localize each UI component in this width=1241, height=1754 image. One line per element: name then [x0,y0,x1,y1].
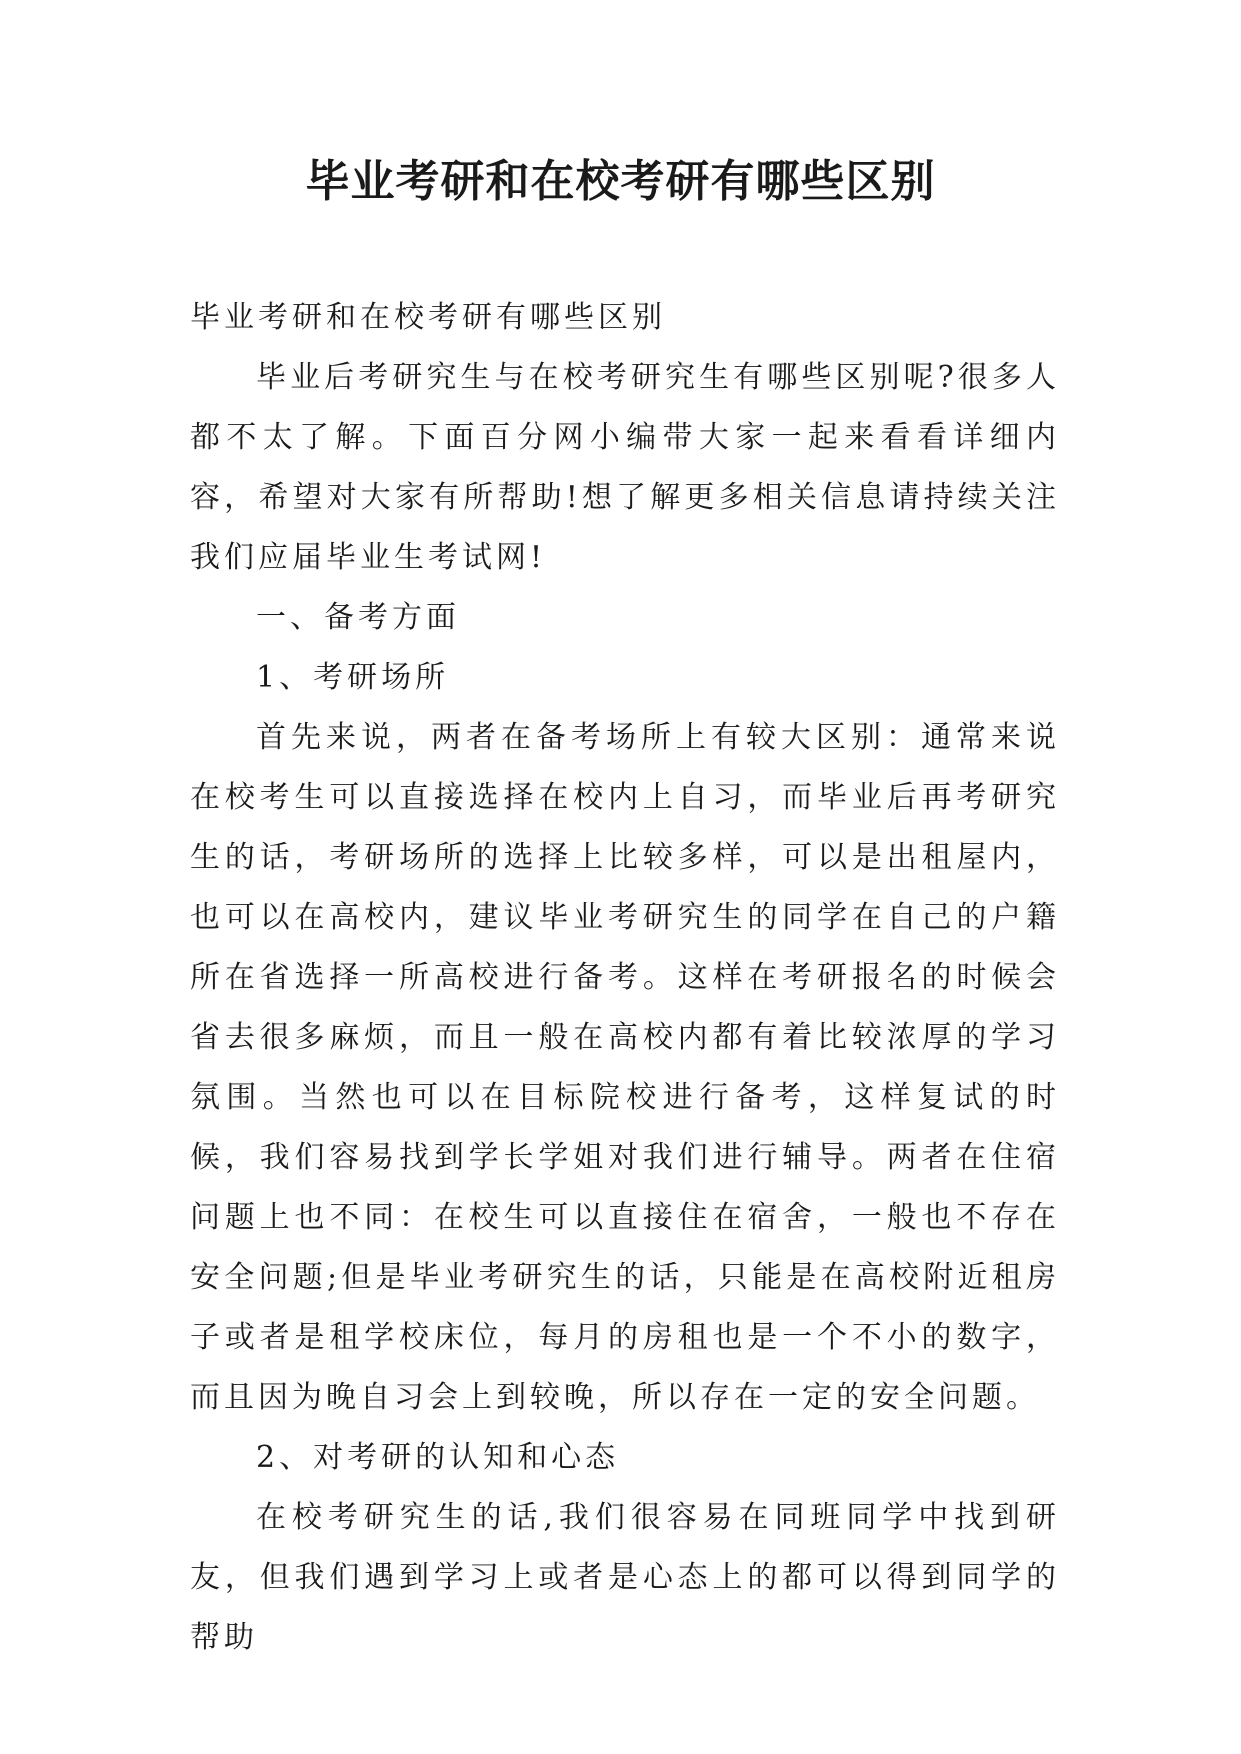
section-heading: 一、备考方面 [256,600,460,635]
subtitle-paragraph: 毕业考研和在校考研有哪些区别 [190,300,666,335]
intro-paragraph: 毕业后考研究生与在校考研究生有哪些区别呢?很多人都不太了解。下面百分网小编带大家一起来看看详细内容，希望对大家有所帮助!想了解更多相关信息请持续关注我们应届毕业生考试网! [190,360,1060,575]
document-body [190,288,1060,1668]
body-paragraph: 在校考研究生的话,我们很容易在同班同学中找到研友，但我们遇到学习上或者是心态上的都可以得到同学的帮助 [190,1500,1060,1655]
document-title: 毕业考研和在校考研有哪些区别 [305,156,936,207]
subsection-heading: 2、对考研的认知和心态 [256,1440,620,1475]
subsection-heading: 1、考研场所 [256,660,450,695]
body-paragraph: 首先来说，两者在备考场所上有较大区别：通常来说在校考生可以直接选择在校内上自习，而毕业后再考研究生的话，考研场所的选择上比较多样，可以是出租屋内，也可以在高校内，建议毕业考研究生的同学在自己的户籍所在省选择一所高校进行备考。这样在考研报名的时候会省去很多麻烦，而且一般在高校内都有着比较浓厚的学习氛围。当然也可以在目标院校进行备考，这样复试的时候，我们容易找到学长学姐对我们进行辅导。两者在住宿问题上也不同：在校生可以直接住在宿舍，一般也不存在安全问题;但是毕业考研究生的话，只能是在高校附近租房子或者是租学校床位，每月的房租也是一个不小的数字，而且因为晚自习会上到较晚，所以存在一定的安全问题。 [190,720,1060,1415]
